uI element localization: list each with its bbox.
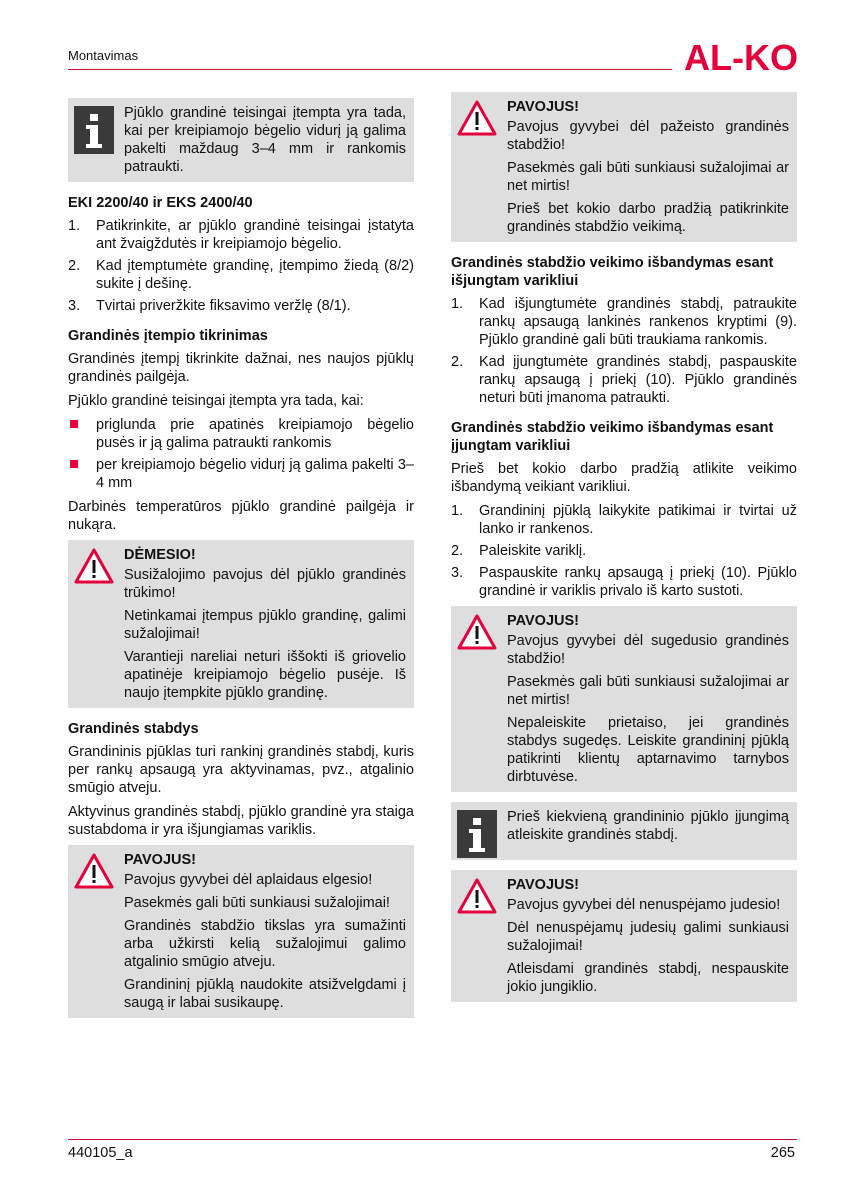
list-item: 2. Paleiskite variklį.: [451, 543, 587, 559]
list-item: 2. Kad įtemptumėte grandinę, įtempimo žiedą (8/2) sukite į dešinę.: [68, 258, 414, 292]
danger-title: PAVOJUS!: [124, 852, 196, 868]
logo-text: AL-KO: [684, 39, 798, 75]
attention-line: Varantieji nareliai neturi iššokti iš griovelio apatinėje kreipiamojo bėgelio pusėje. Iš naujo įtempkite pjūklo grandinę.: [124, 649, 406, 701]
list-item: 1. Grandininį pjūklą laikykite patikimai ir tvirtai už lanko ir rankenos.: [451, 503, 797, 537]
danger-title: PAVOJUS!: [507, 877, 579, 893]
heading-tension-check: Grandinės įtempio tikrinimas: [68, 328, 268, 344]
attention-title: DĖMESIO!: [124, 547, 196, 563]
paragraph: Darbinės temperatūros pjūklo grandinė pailgėja ir nukąra.: [68, 499, 414, 533]
list-item: priglunda prie apatinės kreipiamojo bėgelio pusės ir ją galima patraukti rankomis: [68, 416, 414, 452]
warning-triangle-icon: [457, 878, 497, 914]
paragraph: Pjūklo grandinė teisingai įtempta yra tada, kai:: [68, 393, 364, 409]
attention-line: Susižalojimo pavojus dėl pjūklo grandinės trūkimo!: [124, 567, 406, 601]
info-box-release-brake: [451, 802, 797, 860]
footer-rule: [68, 1139, 797, 1140]
danger-box: [451, 92, 797, 242]
warning-triangle-icon: [457, 100, 497, 136]
doc-number: 440105_a: [68, 1145, 133, 1161]
danger-box: [451, 870, 797, 1002]
danger-line: Pasekmės gali būti sunkiausi sužalojimai!: [124, 895, 390, 911]
alko-logo: [683, 39, 799, 75]
steps-eki-eks: [68, 217, 414, 315]
warning-triangle-icon: [74, 853, 114, 889]
heading-chain-brake: Grandinės stabdys: [68, 721, 199, 737]
danger-line: Pasekmės gali būti sunkiausi sužalojimai ar net mirtis!: [507, 160, 789, 194]
paragraph: Aktyvinus grandinės stabdį, pjūklo grandinė yra staiga sustabdoma ir yra išjungiamas variklis.: [68, 804, 414, 838]
list-item: per kreipiamojo bėgelio vidurį ją galima pakelti 3–4 mm: [68, 456, 414, 492]
danger-title: PAVOJUS!: [507, 613, 579, 629]
danger-line: Prieš bet kokio darbo pradžią patikrinkite grandinės stabdžio veikimą.: [507, 201, 789, 235]
bullet-square-icon: [70, 420, 78, 428]
paragraph: Grandinės įtempį tikrinkite dažnai, nes naujos pjūklų grandinės pailgėja.: [68, 351, 414, 385]
paragraph: Prieš bet kokio darbo pradžią atlikite veikimo išbandymą veikiant varikliui.: [451, 461, 797, 495]
heading-brake-test-on: Grandinės stabdžio veikimo išbandymas esant įjungtam varikliui: [451, 420, 774, 454]
danger-line: Grandininį pjūklą naudokite atsižvelgdami į saugą ir labai susikaupę.: [124, 977, 406, 1011]
attention-box: [68, 540, 414, 708]
steps-brake-test-off: [451, 295, 797, 407]
bullet-list: [68, 416, 414, 492]
danger-line: Pavojus gyvybei dėl pažeisto grandinės stabdžio!: [507, 119, 789, 153]
heading-brake-test-off: Grandinės stabdžio veikimo išbandymas esant išjungtam varikliui: [451, 255, 774, 289]
attention-line: Netinkamai įtempus pjūklo grandinę, galimi sužalojimai!: [124, 608, 406, 642]
danger-line: Pavojus gyvybei dėl nenuspėjamo judesio!: [507, 897, 781, 913]
danger-line: Pavojus gyvybei dėl aplaidaus elgesio!: [124, 872, 373, 888]
warning-triangle-icon: [457, 614, 497, 650]
info-box-chain-tension: [68, 98, 414, 182]
bullet-square-icon: [70, 460, 78, 468]
danger-line: Dėl nenuspėjamų judesių galimi sunkiausi sužalojimai!: [507, 920, 789, 954]
list-item: 1. Patikrinkite, ar pjūklo grandinė teisingai įstatyta ant žvaigždutės ir kreipiamojo bėgelio.: [68, 218, 414, 252]
steps-brake-test-on: [451, 502, 797, 600]
paragraph: Grandininis pjūklas turi rankinį grandinės stabdį, kuris per rankų apsaugą yra aktyvinamas, pvz., atgalinio smūgio atveju.: [68, 744, 414, 796]
danger-line: Pavojus gyvybei dėl sugedusio grandinės stabdžio!: [507, 633, 789, 667]
section-title: Montavimas: [68, 48, 139, 63]
danger-line: Atleisdami grandinės stabdį, nespauskite jokio jungiklio.: [507, 961, 789, 995]
list-item: 1. Kad išjungtumėte grandinės stabdį, patraukite rankų apsaugą lankinės rankenos kryptimi (9). Pjūklo grandinė gali būti traukiama rankomis.: [451, 296, 797, 348]
right-column: [451, 92, 797, 1012]
info-text: Prieš kiekvieną grandininio pjūklo įjungimą atleiskite grandinės stabdį.: [507, 809, 789, 843]
danger-box: [451, 606, 797, 792]
info-icon: [457, 810, 497, 858]
list-item: 2. Kad įjungtumėte grandinės stabdį, paspauskite rankų apsaugą į priekį (10). Pjūklo grandinės neturi būti įmanoma patraukti.: [451, 354, 797, 406]
page-number: 265: [770, 1145, 795, 1161]
list-item: 3. Paspauskite rankų apsaugą į priekį (10). Pjūklo grandinė ir variklis privalo iš karto sustoti.: [451, 565, 797, 599]
info-icon: [74, 106, 114, 154]
list-item: 3. Tvirtai priveržkite fiksavimo veržlę (8/1).: [68, 298, 351, 314]
danger-line: Pasekmės gali būti sunkiausi sužalojimai ar net mirtis!: [507, 674, 789, 708]
warning-triangle-icon: [74, 548, 114, 584]
header-rule: [68, 69, 672, 70]
info-text: Pjūklo grandinė teisingai įtempta yra tada, kai per kreipiamojo bėgelio vidurį ją galima pakelti maždaug 3–4 mm ir rankomis patraukti.: [124, 105, 406, 175]
danger-line: Grandinės stabdžio tikslas yra sumažinti arba užkirsti kelią sužalojimui galimo atgalinio smūgio atveju.: [124, 918, 406, 970]
danger-line: Nepaleiskite prietaiso, jei grandinės stabdys sugedęs. Leiskite grandininį pjūklą patikrinti klientų aptarnavimo tarnybos dirbtuvėse.: [507, 715, 789, 785]
danger-title: PAVOJUS!: [507, 99, 579, 115]
left-column: [68, 92, 414, 1028]
heading-eki-eks: EKI 2200/40 ir EKS 2400/40: [68, 195, 253, 211]
danger-box: [68, 845, 414, 1018]
